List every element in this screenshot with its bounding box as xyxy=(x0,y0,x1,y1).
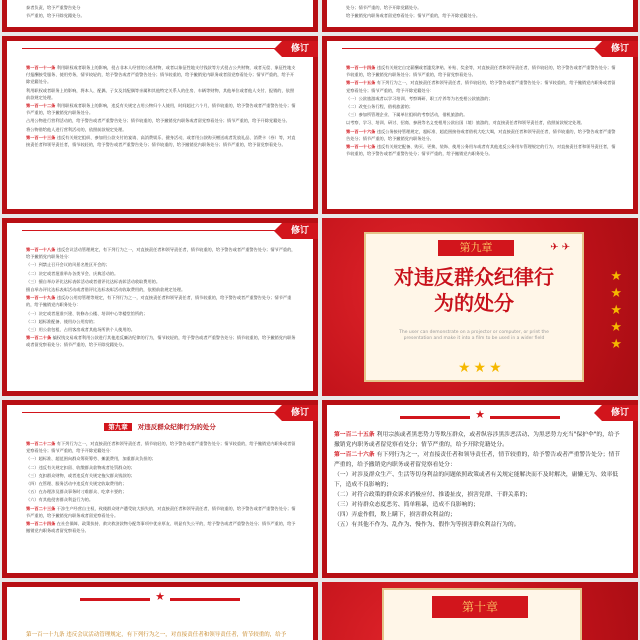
article-text: 违反有关规定自定薪酬或者滥发津贴、补贴、奖金等，对直接责任者和领导责任者，情节较轻的，给予警告或者严重警告处分；情节较重的，给予撤销党内职务处分；情节严重的，给予留党察看处分。 xyxy=(346,65,616,78)
header-line xyxy=(22,412,278,413)
article-paragraph xyxy=(334,510,624,520)
slide-body xyxy=(26,4,298,20)
section-heading xyxy=(16,422,304,433)
article-paragraph xyxy=(26,270,298,277)
star-icon: ★ xyxy=(475,408,485,421)
slide-6[interactable] xyxy=(322,400,638,578)
slide-8-chapter[interactable] xyxy=(322,582,638,640)
article-paragraph xyxy=(346,95,618,102)
article-paragraph xyxy=(26,488,298,495)
chapter-card xyxy=(364,232,584,382)
slide-3[interactable] xyxy=(2,218,318,396)
article-paragraph xyxy=(26,520,298,534)
article-paragraph xyxy=(346,119,618,126)
article-paragraph xyxy=(346,128,618,142)
ribbon-right xyxy=(170,598,240,601)
revision-tag: 修订 xyxy=(602,405,638,421)
article-paragraph xyxy=(26,480,298,487)
ribbon-header xyxy=(362,404,598,421)
star-icon: ★ xyxy=(155,590,165,603)
article-text: 占用公物进行营利活动的，给予警告或者严重警告处分；情节较重的，给予撤销党内职务或者留党察看处分；情节严重的，给予开除党籍处分。 xyxy=(26,118,290,124)
article-number: 第一百一十九条 xyxy=(26,295,57,301)
article-number: 第一百一十一条 xyxy=(26,65,57,70)
article-paragraph xyxy=(26,126,298,133)
article-text: 违反会议活动管理规定，有下列行为之一，对直接责任者和领导责任者，情节较重的，给予警告或者严重警告处分；情节严重的，给予撤销党内职务处分： xyxy=(26,247,296,260)
dove-icon: ✈ ✈ xyxy=(550,242,570,253)
article-paragraph xyxy=(334,430,624,450)
article-text: 有下列行为之一，对直接责任者和领导责任者，情节较轻的，给予警告或者严重警告处分；情节较重的，给予撤销党内职务或者留党察看处分；情节严重的，给予开除党籍处分： xyxy=(26,441,296,454)
article-paragraph xyxy=(26,294,298,308)
article-paragraph xyxy=(346,143,618,157)
article-paragraph xyxy=(26,134,298,148)
article-paragraph xyxy=(26,286,298,293)
article-number: 第一百一十六条 xyxy=(346,128,377,134)
article-text: （一）决定或者批准兴建、装修办公楼、培训中心等楼堂馆所的； xyxy=(26,310,148,316)
article-paragraph xyxy=(334,520,624,530)
chapter-title-line1: 对违反群众纪律行 xyxy=(394,265,554,289)
article-number: 第一百二十条 xyxy=(26,335,53,341)
article-text: 搞权钱交易或者利用公款进行其他违反廉洁纪律的行为，情节较轻的，给予警告或者严重警告处分；情节较重的，给予撤销党内职务或者留党察看处分；情节严重的，给予开除党籍处分。 xyxy=(26,335,296,348)
slide-7[interactable] xyxy=(2,582,318,640)
text-line: 节严重的，给予开除党籍处分。 xyxy=(26,13,85,19)
ribbon-right xyxy=(490,416,560,419)
slide-body xyxy=(26,632,298,640)
article-text: （三）参加所管理企业、下属单位组织的考察活动，借机旅游的。 xyxy=(346,112,468,118)
article-text: （四）在管理、服务活动中违反有关规定收取费用的； xyxy=(26,481,127,487)
text-line: 处分；情节严重的，给予开除党籍处分。 xyxy=(346,5,422,10)
article-paragraph xyxy=(26,455,298,462)
article-text: （一）对涉及群众生产、生活等切身利益的问题依照政策或者有关规定能解决而不及时解决，庸懒无为、效率低下，造成不良影响的； xyxy=(334,472,619,488)
slide-top-right[interactable] xyxy=(322,0,638,32)
article-text: 利用宗族或者黑恶势力等欺压群众，或者纵容涉黑涉恶活动、为黑恶势力充当"保护伞"的，给予撤销党内职务或者留党察看处分；情节严重的，给予开除党籍处分。 xyxy=(334,432,620,448)
chapter-subtitle xyxy=(392,330,556,342)
ribbon-header xyxy=(42,586,278,603)
article-paragraph xyxy=(26,318,298,325)
article-number: 第一百二十三条 xyxy=(26,505,57,511)
article-paragraph xyxy=(346,111,618,118)
article-paragraph xyxy=(26,326,298,333)
article-number: 第一百一十三条 xyxy=(26,134,57,140)
article-text: （五）有其他不作为、乱作为、慢作为、假作为等损害群众利益行为的。 xyxy=(334,522,520,528)
article-text: （二）超标准配备、使用办公用房的； xyxy=(26,318,98,324)
article-text: （三）对待群众态度恶劣、简单粗暴，造成不良影响的； xyxy=(334,502,479,508)
article-paragraph xyxy=(26,505,298,519)
article-number: 第一百二十二条 xyxy=(26,441,57,446)
article-text: （三）用公款包租、占用客房或者其他场所供个人使用的。 xyxy=(26,327,135,333)
ribbon-left xyxy=(400,416,470,419)
article-text: 有下列行为之一，对直接责任者和领导责任者，情节较重的，给予警告或者严重警告处分；情节严重的，给予撤销党内职务或者留党察看处分： xyxy=(334,452,621,468)
article-text: 在社会保障、政策扶持、救灾救济款物分配等事项中优亲厚友、明显有失公平的，给予警告或者严重警告处分；情节严重的，给予撤销党内职务或者留党察看处分。 xyxy=(26,521,296,534)
article-text: 擅自举办评比达标表彰活动或者借评比达标表彰活动收取费用的，依照前款规定处理。 xyxy=(26,287,186,293)
slide-4-chapter[interactable] xyxy=(322,218,638,396)
ribbon-left xyxy=(80,598,150,601)
slide-1[interactable] xyxy=(2,36,318,214)
article-paragraph xyxy=(26,472,298,479)
article-text: （四）弄虚作假，欺上瞒下，损害群众利益的； xyxy=(334,512,456,518)
article-paragraph xyxy=(334,490,624,500)
article-paragraph xyxy=(26,102,298,116)
slide-top-left[interactable] xyxy=(2,0,318,32)
article-paragraph xyxy=(26,246,298,260)
chapter-number: 第九章 xyxy=(438,240,514,256)
article-text: （二）违反有关规定扣留、收缴群众款物或者处罚群众的； xyxy=(26,464,135,470)
header-line xyxy=(22,230,278,231)
article-text: 违反有关规定配备、购买、更换、装饰、使用公务用车或者有其他违反公务用车管理规定的行为，对直接责任者和领导责任者，情节较重的，给予警告或者严重警告处分；情节严重的，给予撤销党内职务处分。 xyxy=(346,144,616,157)
article-number: 第一百一十二条 xyxy=(26,103,57,109)
text-line: 泰者负责，给予严重警告处分 xyxy=(26,5,81,10)
slide-body xyxy=(26,246,298,350)
article-text: （三）克扣群众财物，或者违反有关规定拖欠群众钱款的； xyxy=(26,472,135,478)
header-line xyxy=(342,48,598,49)
article-text: （二）决定或者批准举办各类节会、庆典活动的。 xyxy=(26,270,119,276)
article-paragraph xyxy=(26,496,298,503)
revision-tag: 修订 xyxy=(602,41,638,57)
article-paragraph xyxy=(26,334,298,348)
article-text: 利用职权或者职务上的影响，将本人、配偶、子女及其配偶等亲属和其他特定关系人的住房、车辆等财物，其他单位或者他人支付、报销的，依照前款规定处理。 xyxy=(26,87,295,100)
article-number: 第一百二十四条 xyxy=(26,521,57,527)
article-text: （三）擅自举办评比达标表彰活动或者借评比达标表彰活动收取费用的。 xyxy=(26,278,161,284)
article-paragraph xyxy=(26,117,298,124)
article-text: 违反公务接待管理规定，超标准、超范围接待或者借机大吃大喝，对直接责任者和领导责任者，情节较重的，给予警告或者严重警告处分；情节严重的，给予撤销党内职务处分。 xyxy=(346,128,616,141)
article-number: 第一百一十七条 xyxy=(346,144,377,150)
article-paragraph xyxy=(334,500,624,510)
article-text: 利用职权或者职务上的影响，违反有关规定占用公物归个人使用，时间超过六个月，情节较重的，给予警告或者严重警告处分；情节严重的，给予撤销党内职务处分。 xyxy=(26,103,296,116)
article-text: （六）有其他侵害群众利益行为的。 xyxy=(26,497,94,503)
header-line xyxy=(22,48,278,49)
slide-body xyxy=(346,4,618,20)
article-paragraph xyxy=(334,450,624,470)
article-paragraph xyxy=(334,470,624,490)
revision-tag: 修订 xyxy=(282,405,318,421)
slide-5[interactable] xyxy=(2,400,318,578)
article-paragraph xyxy=(26,64,298,86)
article-number: 第一百一十五条 xyxy=(346,80,377,86)
article-paragraph xyxy=(26,278,298,285)
article-text: 违反有关规定组织、参加用公款支付的宴请、高消费娱乐、健身活动，或者用公款购买赠送或者发放礼品、消费卡（券）等，对直接责任者和领导责任者，情节较轻的，给予警告或者严重警告处分；情节较重的，给予撤销党内职务处分；情节严重的，给予留党察看处分。 xyxy=(26,134,296,148)
article-text: （二）对符合政策的群众诉求消极应付、推诿扯皮，损害党群、干群关系的； xyxy=(334,492,532,498)
article-text: 有下列行为之一，对直接责任者和领导责任者，情节较轻的，给予警告或者严重警告处分；情节较重的，给予撤销党内职务或者留党察看处分；情节严重的，给予开除党籍处分： xyxy=(346,80,616,93)
article-paragraph xyxy=(26,440,298,454)
chapter-subtitle-line2: presentation and make it into a film to be used in a wider field xyxy=(403,336,545,341)
side-stars-icon: ★ ★ ★ ★ ★ xyxy=(610,269,622,352)
section-number: 第九章 xyxy=(104,423,132,431)
article-paragraph xyxy=(346,103,618,110)
slide-body xyxy=(346,64,618,158)
article-text: （五）在办理涉及群众事务时刁难群众、吃拿卡要的； xyxy=(26,489,127,495)
article-text: （一）到禁止召开会议的风景名胜区开会的； xyxy=(26,262,110,268)
slide-body xyxy=(26,64,298,149)
article-text: 利用职权或者职务上的影响，侵占非本人经营的公私财物，或者以象征性地支付钱款等方式侵占公共财物，或者无偿、象征性地支付报酬接受服务、使用劳务，情节较轻的，给予警告或者严重警告处分；情节较重的，给予撤销党内职务或者留党察看处分；情节严重的，给予开除党籍处分。 xyxy=(26,65,296,85)
article-number: 第一百一十八条 xyxy=(26,247,57,252)
article-paragraph xyxy=(26,310,298,317)
article-text: 违反办公用房管理等规定，有下列行为之一，对直接责任者和领导责任者，情节较重的，给予警告或者严重警告处分；情节严重的，给予撤销党内职务处分： xyxy=(26,295,292,308)
article-number: 第一百二十五条 xyxy=(334,432,377,438)
article-paragraph xyxy=(346,64,618,78)
article-number: 第一百一十四条 xyxy=(346,65,377,70)
slide-body xyxy=(26,440,298,535)
article-text: （一）公款旅游或者以学习培训、考察调研、职工疗养等为名变相公款旅游的； xyxy=(346,95,493,101)
slide-body xyxy=(334,430,624,530)
section-title: 对违反群众纪律行为的处分 xyxy=(137,423,216,431)
chapter-number: 第十章 xyxy=(432,596,528,618)
stars-icon: ★★★ xyxy=(458,360,505,376)
article-paragraph xyxy=(26,261,298,268)
article-text: （二）改变公务行程，借机旅游的； xyxy=(346,104,414,110)
revision-tag: 修订 xyxy=(282,223,318,239)
article-text: 以考察、学习、培训、研讨、招商、参展等名义变相用公款出国（境）旅游的，对直接责任者和领导责任者，依照前款规定处理。 xyxy=(346,120,585,126)
article-text: 将公物借给他人进行营利活动的，依照前款规定处理。 xyxy=(26,126,127,132)
revision-tag: 修订 xyxy=(282,41,318,57)
article-text: （一）超标准、超范围向群众筹资筹劳、摊派费用，加重群众负担的； xyxy=(26,456,156,462)
chapter-title xyxy=(372,264,576,316)
article-paragraph xyxy=(26,464,298,471)
article-paragraph xyxy=(346,79,618,93)
chapter-title-line2: 为的处分 xyxy=(434,291,514,315)
slide-2[interactable] xyxy=(322,36,638,214)
article-paragraph xyxy=(26,87,298,101)
chapter-subtitle-line1: The user can demonstrate on a projector or computer, or print the xyxy=(399,330,549,335)
article-number: 第一百二十六条 xyxy=(334,452,377,458)
text-line: 给予撤销党内职务或者留党察看处分；情节严重的，给予开除党籍处分。 xyxy=(346,13,481,19)
text-line: 第一百一十九条 违反会议活动管理规定，有下列行为之一，对直接责任者和领导责任者，情节较重的，给予 xyxy=(26,632,287,638)
article-text: 干涉生产经营自主权，致使群众财产遭受较大损失的，对直接责任者和领导责任者，情节较重的，给予警告或者严重警告处分；情节严重的，给予撤销党内职务或者留党察看处分。 xyxy=(26,505,296,518)
